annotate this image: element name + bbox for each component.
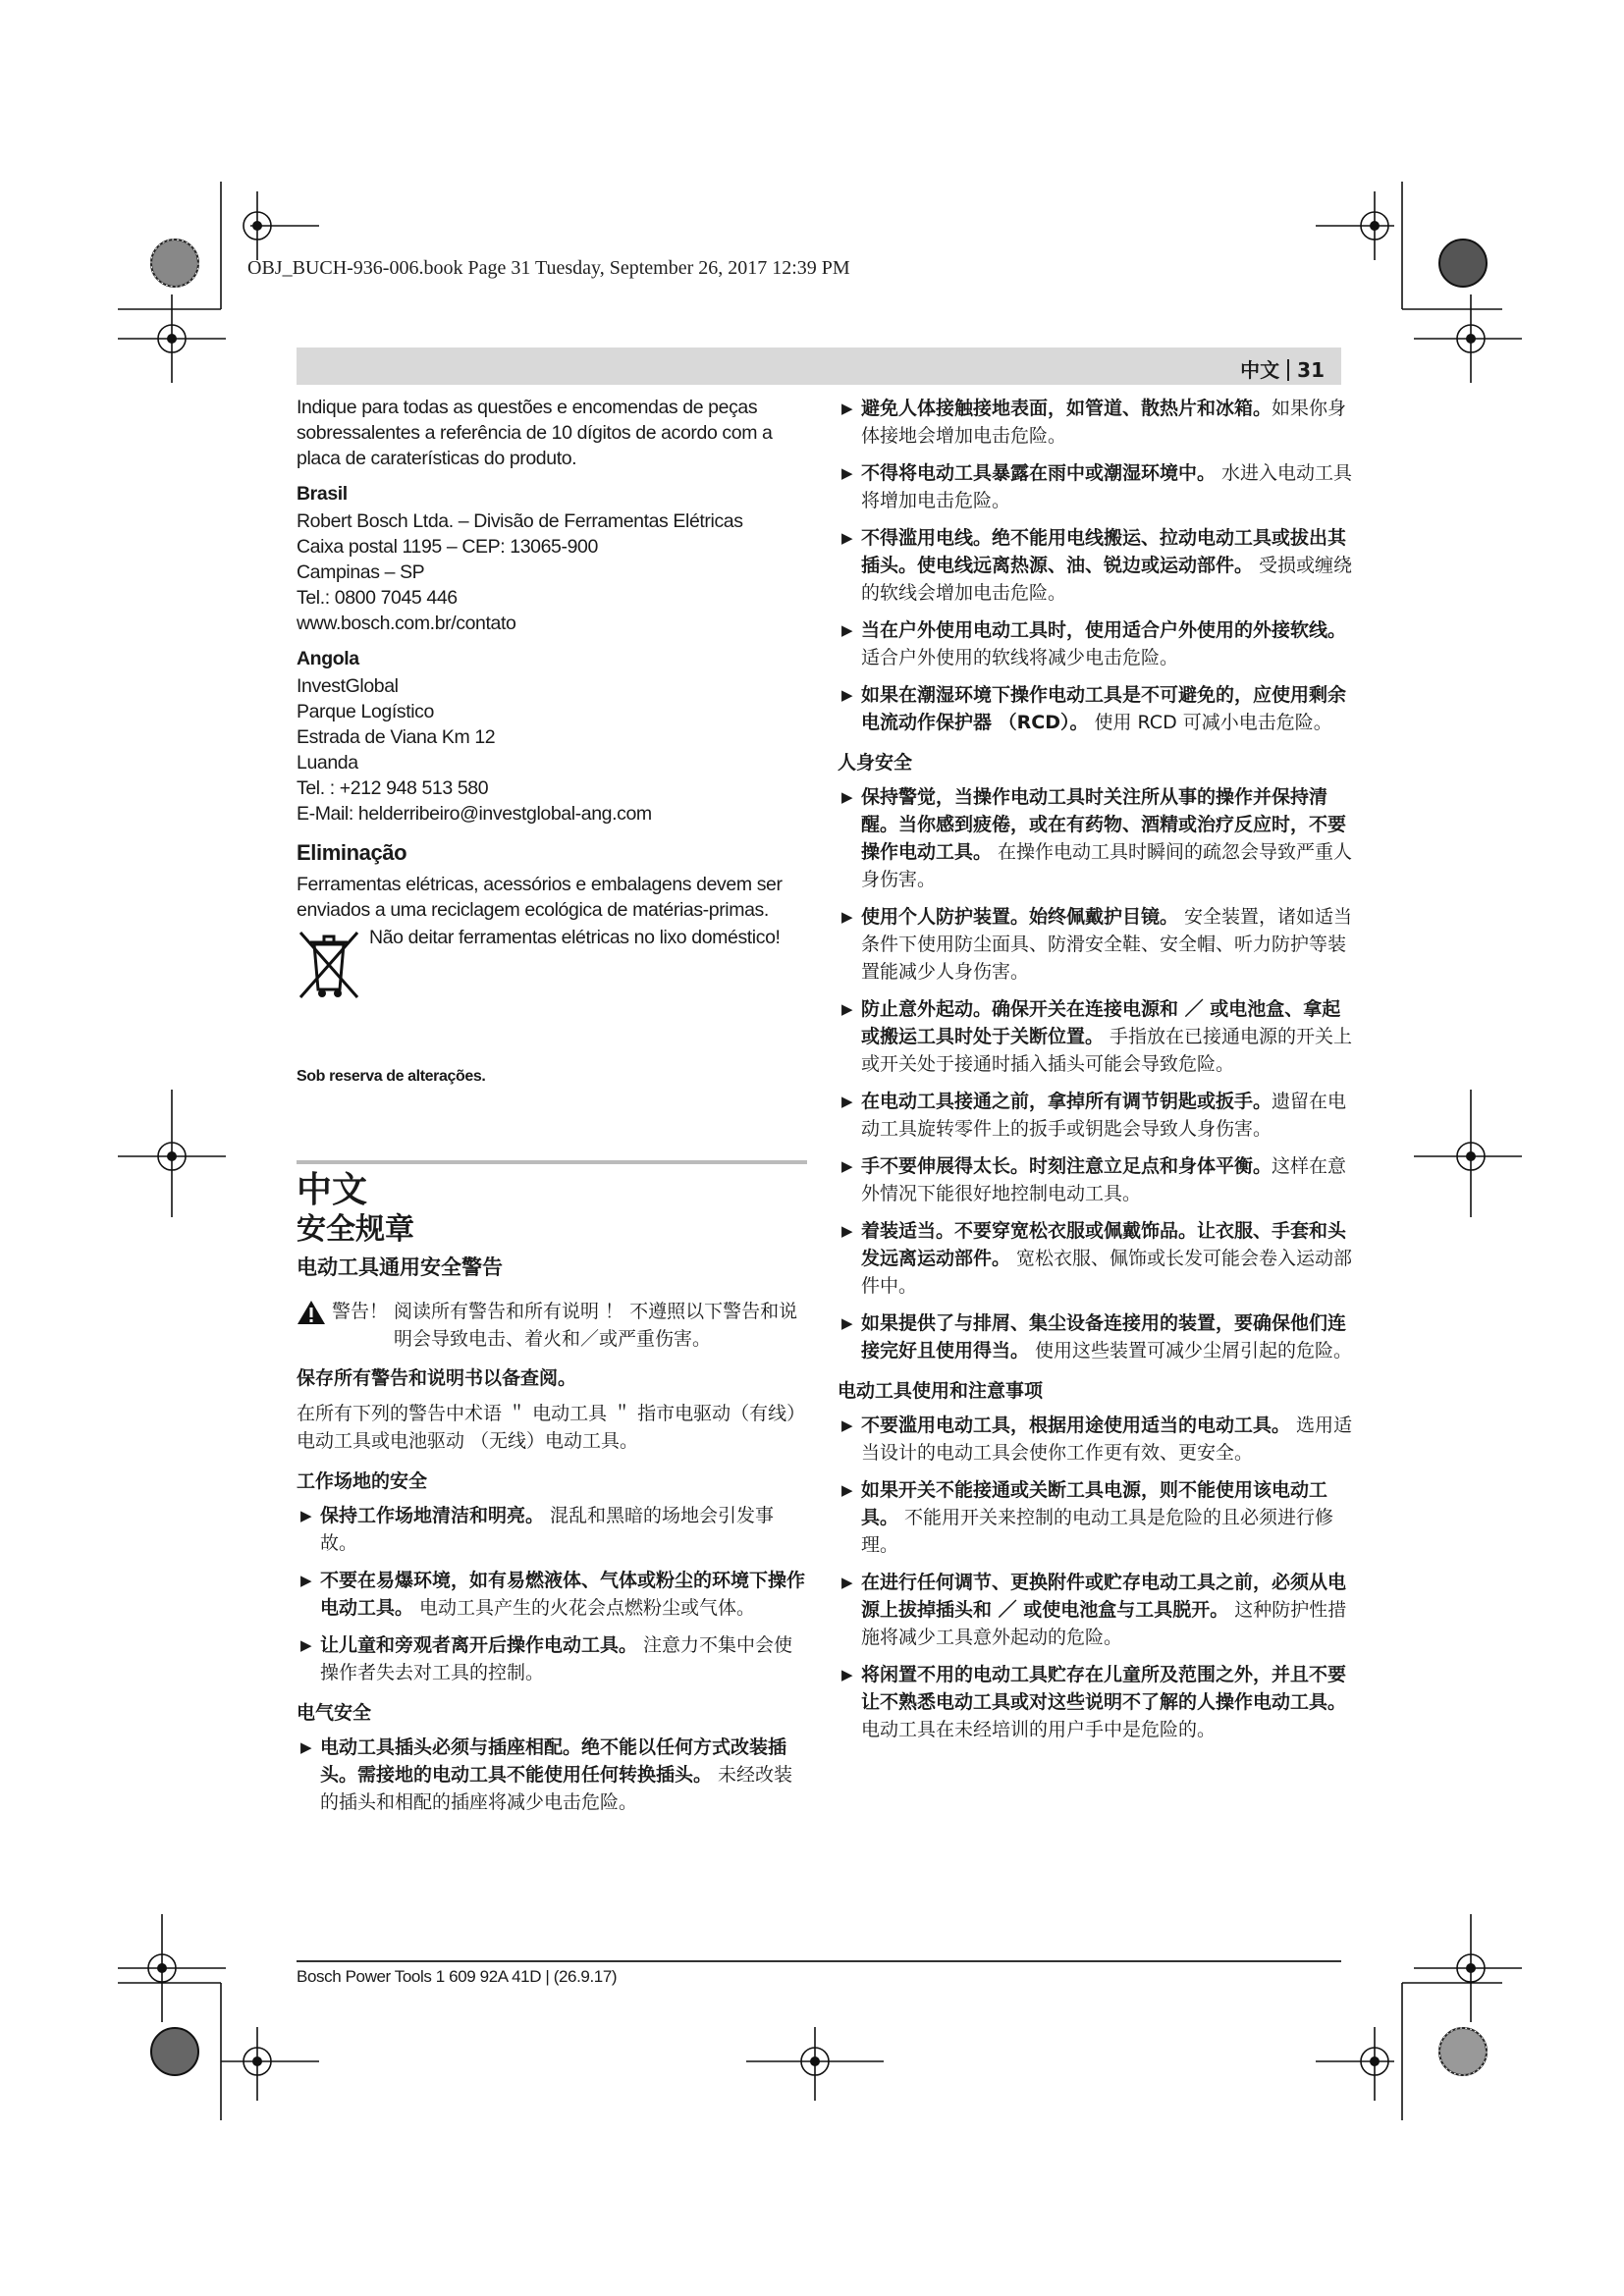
angola-email[interactable]: E-Mail: helderribeiro@investglobal-ang.com <box>297 803 652 825</box>
personal-safety-title: 人身安全 <box>838 752 913 774</box>
header-language: 中文 <box>1240 358 1280 382</box>
page-header-band <box>297 347 1341 385</box>
bullet-icon: ▶ <box>841 1093 853 1110</box>
page-footer: Bosch Power Tools 1 609 92A 41D | (26.9.17) <box>297 1967 618 1986</box>
brasil-url[interactable]: www.bosch.com.br/contato <box>297 613 516 634</box>
right-column <box>838 395 1358 1753</box>
weee-text: Não deitar ferramentas elétricas no lixo doméstico! <box>369 927 781 948</box>
bullet-icon: ▶ <box>841 1481 853 1499</box>
page-number: 31 <box>1297 358 1325 382</box>
bullet-icon: ▶ <box>841 788 853 806</box>
print-slug: OBJ_BUCH-936-006.book Page 31 Tuesday, September 26, 2017 12:39 PM <box>247 257 850 279</box>
elimination-text: Ferramentas elétricas, acessórios e embalagens devem ser enviados a uma reciclagem ecológica de matérias-primas. <box>297 874 783 921</box>
list-item: ▶ 不要在易爆环境，如有易燃液体、气体或粉尘的环境下操作电动工具。 电动工具产生的火花会点燃粉尘或气体。 <box>297 1567 807 1622</box>
angola-line: Tel. : +212 948 513 580 <box>297 777 489 799</box>
list-item: ▶ 不得滥用电线。绝不能用电线搬运、拉动电动工具或拔出其插头。使电线远离热源、油、锐边或运动部件。 受损或缠绕的软线会增加电击危险。 <box>838 524 1358 607</box>
section-divider <box>297 1160 807 1164</box>
list-item: ▶ 如果开关不能接通或关断工具电源，则不能使用该电动工具。 不能用开关来控制的电动工具是危险的且必须进行修理。 <box>838 1476 1358 1559</box>
list-item: ▶ 使用个人防护装置。始终佩戴护目镜。 安全装置，诸如适当条件下使用防尘面具、防滑安全鞋、安全帽、听力防护等装置能减少人身伤害。 <box>838 903 1358 986</box>
footer-rule <box>297 1960 1341 1962</box>
angola-line: Luanda <box>297 752 358 774</box>
left-column <box>297 395 807 1826</box>
list-item: ▶ 如果提供了与排屑、集尘设备连接用的装置，要确保他们连接完好且使用得当。 使用这些装置可减少尘屑引起的危险。 <box>838 1309 1358 1364</box>
bullet-icon: ▶ <box>300 1636 312 1654</box>
weee-notice <box>297 925 807 1001</box>
brasil-line: Caixa postal 1195 – CEP: 13065-900 <box>297 536 598 558</box>
bullet-icon: ▶ <box>841 1416 853 1434</box>
list-item: ▶ 在电动工具接通之前，拿掉所有调节钥匙或扳手。遗留在电动工具旋转零件上的扳手或钥匙会导致人身伤害。 <box>838 1088 1358 1143</box>
bullet-icon: ▶ <box>300 1572 312 1589</box>
reservation-note: Sob reserva de alterações. <box>297 1068 486 1085</box>
warning-text: 阅读所有警告和所有说明 ！ 不遵照以下警告和说明会导致电击、着火和／或严重伤害。 <box>394 1301 798 1350</box>
bullet-icon: ▶ <box>841 908 853 926</box>
crossed-bin-icon <box>297 925 361 1001</box>
bullet-icon: ▶ <box>841 529 853 547</box>
list-item: ▶ 在进行任何调节、更换附件或贮存电动工具之前，必须从电源上拔掉插头和 ／ 或使电池盒与工具脱开。 这种防护性措施将减少工具意外起动的危险。 <box>838 1569 1358 1651</box>
brasil-line: Campinas – SP <box>297 561 425 583</box>
list-item: ▶ 将闲置不用的电动工具贮存在儿童所及范围之外，并且不要让不熟悉电动工具或对这些说明不了解的人操作电动工具。 电动工具在未经培训的用户手中是危险的。 <box>838 1661 1358 1743</box>
bullet-icon: ▶ <box>841 1314 853 1332</box>
bullet-icon: ▶ <box>841 621 853 639</box>
warning-tag <box>297 1298 388 1353</box>
list-item: ▶ 让儿童和旁观者离开后操作电动工具。 注意力不集中会使操作者失去对工具的控制。 <box>297 1631 807 1686</box>
general-warnings-title: 电动工具通用安全警告 <box>297 1255 503 1279</box>
list-item: ▶ 防止意外起动。确保开关在连接电源和 ／ 或电池盒、拿起或搬运工具时处于关断位置。 手指放在已接通电源的开关上或开关处于接通时插入插头可能会导致危险。 <box>838 995 1358 1078</box>
brasil-line: Robert Bosch Ltda. – Divisão de Ferramentas Elétricas <box>297 510 743 532</box>
term-definition: 在所有下列的警告中术语 ＂ 电动工具 ＂ 指市电驱动（有线）电动工具或电池驱动 （无线）电动工具。 <box>297 1403 806 1452</box>
brasil-line: Tel.: 0800 7045 446 <box>297 587 458 609</box>
elimination-title: Eliminação <box>297 840 407 865</box>
list-item: ▶ 避免人体接触接地表面，如管道、散热片和冰箱。如果你身体接地会增加电击危险。 <box>838 395 1358 450</box>
page-header-label <box>1240 354 1325 383</box>
list-item: ▶ 不要滥用电动工具，根据用途使用适当的电动工具。 选用适当设计的电动工具会使你工作更有效、更安全。 <box>838 1412 1358 1467</box>
list-item: ▶ 手不要伸展得太长。时刻注意立足点和身体平衡。这样在意外情况下能很好地控制电动工具。 <box>838 1152 1358 1207</box>
intro-text: Indique para todas as questões e encomendas de peças sobressalentes a referência de 10 dígitos de acordo com a placa de caraterísticas do produto. <box>297 397 773 469</box>
work-area-title: 工作场地的安全 <box>297 1470 428 1492</box>
bullet-icon: ▶ <box>841 1222 853 1240</box>
list-item: ▶ 保持工作场地清洁和明亮。 混乱和黑暗的场地会引发事故。 <box>297 1502 807 1557</box>
bullet-icon: ▶ <box>841 1000 853 1018</box>
list-item: ▶ 着装适当。不要穿宽松衣服或佩戴饰品。让衣服、手套和头发远离运动部件。 宽松衣服、佩饰或长发可能会卷入运动部件中。 <box>838 1217 1358 1300</box>
bullet-icon: ▶ <box>841 1157 853 1175</box>
list-item: ▶ 电动工具插头必须与插座相配。绝不能以任何方式改装插头。需接地的电动工具不能使用任何转换插头。 未经改装的插头和相配的插座将减少电击危险。 <box>297 1734 807 1816</box>
save-instructions: 保存所有警告和说明书以备查阅。 <box>297 1367 577 1389</box>
list-item: ▶ 当在户外使用电动工具时，使用适合户外使用的外接软线。 适合户外使用的软线将减少电击危险。 <box>838 616 1358 671</box>
angola-title: Angola <box>297 648 359 669</box>
bullet-icon: ▶ <box>300 1507 312 1524</box>
angola-line: InvestGlobal <box>297 675 399 697</box>
brasil-title: Brasil <box>297 483 348 505</box>
chinese-section-title: 中文 <box>297 1170 368 1210</box>
angola-line: Parque Logístico <box>297 701 434 722</box>
warning-block <box>297 1298 807 1353</box>
bullet-icon: ▶ <box>841 1574 853 1591</box>
safety-rules-title: 安全规章 <box>297 1212 414 1247</box>
bullet-icon: ▶ <box>841 1666 853 1683</box>
list-item: ▶ 不得将电动工具暴露在雨中或潮湿环境中。 水进入电动工具将增加电击危险。 <box>838 459 1358 514</box>
warning-triangle-icon <box>297 1300 326 1325</box>
tool-use-title: 电动工具使用和注意事项 <box>838 1380 1044 1402</box>
angola-line: Estrada de Viana Km 12 <box>297 726 496 748</box>
bullet-icon: ▶ <box>841 400 853 417</box>
list-item: ▶ 如果在潮湿环境下操作电动工具是不可避免的，应使用剩余电流动作保护器 （RCD）。 使用 RCD 可减小电击危险。 <box>838 681 1358 736</box>
warning-label: 警告！ <box>332 1301 389 1322</box>
bullet-icon: ▶ <box>300 1738 312 1756</box>
electrical-safety-title: 电气安全 <box>297 1702 372 1724</box>
list-item: ▶ 保持警觉，当操作电动工具时关注所从事的操作并保持清醒。当你感到疲倦，或在有药物、酒精或治疗反应时，不要操作电动工具。 在操作电动工具时瞬间的疏忽会导致严重人身伤害。 <box>838 783 1358 893</box>
bullet-icon: ▶ <box>841 464 853 482</box>
bullet-icon: ▶ <box>841 686 853 704</box>
